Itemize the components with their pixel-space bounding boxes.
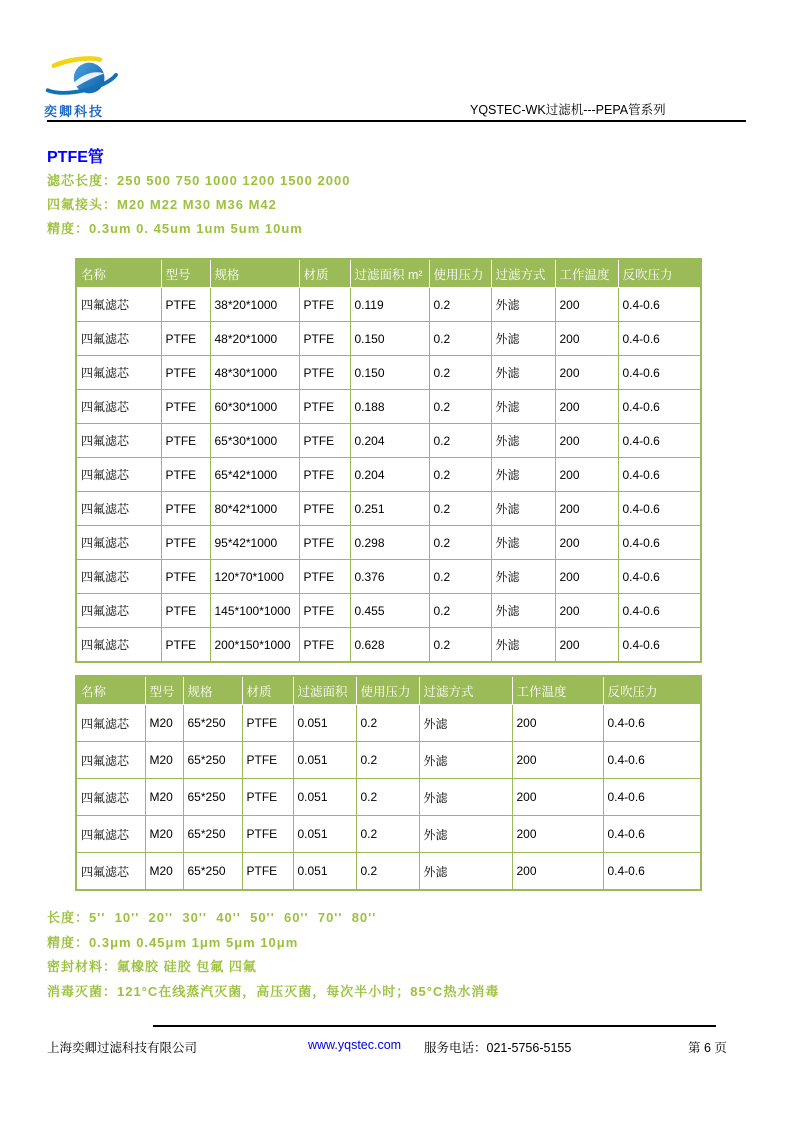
column-header: 工作温度 xyxy=(512,676,603,705)
column-header: 反吹压力 xyxy=(618,259,701,288)
table-cell: 外滤 xyxy=(491,594,555,628)
table-row xyxy=(76,458,701,492)
table-cell: 四氟滤芯 xyxy=(76,779,145,816)
table-row xyxy=(76,560,701,594)
table-cell: 200 xyxy=(555,492,618,526)
table-cell: 95*42*1000 xyxy=(210,526,299,560)
footer-company-name: 上海奕卿过滤科技有限公司 xyxy=(47,1041,198,1055)
table-cell: 四氟滤芯 xyxy=(76,492,161,526)
table-row xyxy=(76,390,701,424)
table-cell: PTFE xyxy=(161,288,210,322)
table-cell: 0.051 xyxy=(293,816,356,853)
table-cell: 0.4-0.6 xyxy=(618,594,701,628)
table-cell: 0.2 xyxy=(356,779,419,816)
table-cell: 65*250 xyxy=(183,816,242,853)
table-cell: 0.4-0.6 xyxy=(603,705,701,742)
table-row xyxy=(76,594,701,628)
table-cell: M20 xyxy=(145,853,183,891)
table-cell: 200 xyxy=(555,560,618,594)
logo-text: 奕卿科技 xyxy=(44,104,105,119)
table-cell: 0.4-0.6 xyxy=(618,526,701,560)
table-header-row xyxy=(76,259,701,288)
table-cell: 外滤 xyxy=(491,628,555,663)
table-cell: 0.051 xyxy=(293,779,356,816)
column-header: 材质 xyxy=(242,676,293,705)
table-cell: M20 xyxy=(145,742,183,779)
table-cell: 0.2 xyxy=(429,356,491,390)
column-header: 名称 xyxy=(76,676,145,705)
table-cell: 200 xyxy=(512,779,603,816)
table-cell: 0.2 xyxy=(429,560,491,594)
table-cell: 200 xyxy=(555,458,618,492)
table-row xyxy=(76,742,701,779)
table-cell: 外滤 xyxy=(491,492,555,526)
column-header: 名称 xyxy=(76,259,161,288)
table-cell: PTFE xyxy=(242,779,293,816)
table-cell: 四氟滤芯 xyxy=(76,560,161,594)
table-cell: 四氟滤芯 xyxy=(76,288,161,322)
table-cell: 0.2 xyxy=(429,458,491,492)
table-cell: 0.2 xyxy=(429,492,491,526)
table-cell: PTFE xyxy=(161,628,210,663)
table-cell: 0.4-0.6 xyxy=(618,458,701,492)
column-header: 型号 xyxy=(161,259,210,288)
table-cell: 0.4-0.6 xyxy=(618,356,701,390)
note-line: 精度：0.3μm 0.45μm 1μm 5μm 10μm xyxy=(47,934,299,950)
column-header: 型号 xyxy=(145,676,183,705)
table-cell: PTFE xyxy=(161,492,210,526)
table-cell: 0.4-0.6 xyxy=(618,288,701,322)
table-cell: 0.4-0.6 xyxy=(618,322,701,356)
table-cell: 0.204 xyxy=(350,424,429,458)
table-cell: 外滤 xyxy=(491,424,555,458)
table-row xyxy=(76,853,701,891)
table-cell: PTFE xyxy=(299,526,350,560)
table-cell: 200 xyxy=(512,816,603,853)
table-cell: 0.376 xyxy=(350,560,429,594)
table-cell: 0.2 xyxy=(356,853,419,891)
table-cell: 200 xyxy=(512,742,603,779)
column-header: 过滤方式 xyxy=(419,676,512,705)
table-cell: 0.251 xyxy=(350,492,429,526)
table-cell: 0.4-0.6 xyxy=(603,779,701,816)
spec-intro-lines xyxy=(47,169,350,241)
ptfe-cartridge-spec-table xyxy=(75,675,702,891)
table-cell: 65*250 xyxy=(183,853,242,891)
table-cell: 外滤 xyxy=(419,742,512,779)
table-row xyxy=(76,705,701,742)
table-cell: 0.2 xyxy=(356,816,419,853)
table-cell: 外滤 xyxy=(419,779,512,816)
table-row xyxy=(76,492,701,526)
table-cell: 0.2 xyxy=(429,288,491,322)
table-cell: 0.4-0.6 xyxy=(603,816,701,853)
table-cell: PTFE xyxy=(299,560,350,594)
column-header: 过滤面积 m² xyxy=(350,259,429,288)
page-title: PTFE管 xyxy=(47,149,104,166)
table-cell: 0.4-0.6 xyxy=(618,560,701,594)
table-cell: 200 xyxy=(555,424,618,458)
note-line: 密封材料：氟橡胶 硅胶 包氟 四氟 xyxy=(47,959,257,974)
table-cell: PTFE xyxy=(161,322,210,356)
note-line: 长度：5'' 10'' 20'' 30'' 40'' 50'' 60'' 70'' 80'' xyxy=(47,910,377,925)
header-divider xyxy=(47,120,746,122)
table-cell: 0.2 xyxy=(429,526,491,560)
table-cell: PTFE xyxy=(299,594,350,628)
table-cell: 外滤 xyxy=(491,390,555,424)
table-cell: 四氟滤芯 xyxy=(76,853,145,891)
column-header: 使用压力 xyxy=(429,259,491,288)
table-cell: 0.4-0.6 xyxy=(603,853,701,891)
table-cell: M20 xyxy=(145,816,183,853)
table-header-row xyxy=(76,676,701,705)
table-row xyxy=(76,526,701,560)
table-cell: 四氟滤芯 xyxy=(76,458,161,492)
table-cell: 0.628 xyxy=(350,628,429,663)
table-cell: 0.051 xyxy=(293,742,356,779)
table-cell: 0.204 xyxy=(350,458,429,492)
table-cell: 200 xyxy=(555,526,618,560)
table-cell: 200 xyxy=(555,288,618,322)
table-cell: PTFE xyxy=(299,424,350,458)
footer-page-number: 第 6 页 xyxy=(688,1041,727,1055)
table-cell: 四氟滤芯 xyxy=(76,424,161,458)
spec-line: 精度：0.3um 0. 45um 1um 5um 10um xyxy=(47,221,303,236)
table-cell: 60*30*1000 xyxy=(210,390,299,424)
table-cell: 四氟滤芯 xyxy=(76,594,161,628)
table-cell: 外滤 xyxy=(491,458,555,492)
table-row xyxy=(76,288,701,322)
ptfe-tube-spec-table xyxy=(75,258,702,663)
table-cell: PTFE xyxy=(299,288,350,322)
table-cell: 200 xyxy=(512,853,603,891)
table-cell: PTFE xyxy=(299,356,350,390)
table-cell: 0.2 xyxy=(356,742,419,779)
table-cell: 0.051 xyxy=(293,853,356,891)
table-cell: PTFE xyxy=(299,390,350,424)
table-cell: 48*20*1000 xyxy=(210,322,299,356)
table-cell: 0.2 xyxy=(429,390,491,424)
table-row xyxy=(76,322,701,356)
table-cell: 0.2 xyxy=(429,322,491,356)
table-cell: 外滤 xyxy=(491,560,555,594)
table-cell: PTFE xyxy=(299,458,350,492)
table-cell: PTFE xyxy=(161,356,210,390)
table-row xyxy=(76,628,701,663)
column-header: 规格 xyxy=(183,676,242,705)
table-cell: 外滤 xyxy=(491,526,555,560)
table-cell: 外滤 xyxy=(491,288,555,322)
table-cell: 38*20*1000 xyxy=(210,288,299,322)
table-cell: 0.2 xyxy=(429,594,491,628)
column-header: 过滤面积 xyxy=(293,676,356,705)
table-cell: 0.4-0.6 xyxy=(618,390,701,424)
table-cell: 四氟滤芯 xyxy=(76,742,145,779)
table-cell: 0.4-0.6 xyxy=(603,742,701,779)
table-cell: 200 xyxy=(555,356,618,390)
table-cell: 200*150*1000 xyxy=(210,628,299,663)
spec-notes xyxy=(47,906,499,1004)
table-cell: 0.4-0.6 xyxy=(618,492,701,526)
table-cell: 0.119 xyxy=(350,288,429,322)
table-row xyxy=(76,779,701,816)
table-cell: 200 xyxy=(555,322,618,356)
table-cell: 四氟滤芯 xyxy=(76,322,161,356)
table-cell: 四氟滤芯 xyxy=(76,816,145,853)
column-header: 材质 xyxy=(299,259,350,288)
table-cell: 200 xyxy=(555,628,618,663)
table-cell: 0.150 xyxy=(350,322,429,356)
table-cell: M20 xyxy=(145,779,183,816)
table-cell: PTFE xyxy=(161,526,210,560)
table-cell: 外滤 xyxy=(419,705,512,742)
table-cell: 0.455 xyxy=(350,594,429,628)
table-cell: 0.051 xyxy=(293,705,356,742)
table-cell: 145*100*1000 xyxy=(210,594,299,628)
table-cell: M20 xyxy=(145,705,183,742)
table-cell: 120*70*1000 xyxy=(210,560,299,594)
table-row xyxy=(76,816,701,853)
footer-website-link[interactable]: www.yqstec.com xyxy=(308,1038,402,1052)
table-cell: PTFE xyxy=(242,853,293,891)
table-cell: 0.2 xyxy=(429,424,491,458)
document-series-title: YQSTEC-WK过滤机---PEPA管系列 xyxy=(470,103,666,117)
table-cell: 0.4-0.6 xyxy=(618,628,701,663)
table-cell: 200 xyxy=(555,390,618,424)
table-cell: 200 xyxy=(555,594,618,628)
table-cell: PTFE xyxy=(299,492,350,526)
table-row xyxy=(76,356,701,390)
table-cell: 0.188 xyxy=(350,390,429,424)
table-cell: 四氟滤芯 xyxy=(76,628,161,663)
table-cell: PTFE xyxy=(242,742,293,779)
table-cell: PTFE xyxy=(299,322,350,356)
table-cell: 200 xyxy=(512,705,603,742)
company-logo xyxy=(44,55,164,120)
footer-divider xyxy=(153,1025,716,1027)
column-header: 规格 xyxy=(210,259,299,288)
table-cell: 四氟滤芯 xyxy=(76,390,161,424)
table-cell: 外滤 xyxy=(491,322,555,356)
footer-service-phone: 服务电话：021-5756-5155 xyxy=(424,1041,572,1055)
table-cell: 0.298 xyxy=(350,526,429,560)
table-cell: 0.2 xyxy=(356,705,419,742)
table-cell: PTFE xyxy=(161,594,210,628)
column-header: 使用压力 xyxy=(356,676,419,705)
table-cell: 外滤 xyxy=(491,356,555,390)
table-cell: 65*250 xyxy=(183,705,242,742)
table-cell: 0.2 xyxy=(429,628,491,663)
column-header: 过滤方式 xyxy=(491,259,555,288)
table-cell: PTFE xyxy=(299,628,350,663)
table-cell: 四氟滤芯 xyxy=(76,356,161,390)
table-cell: 四氟滤芯 xyxy=(76,705,145,742)
table-cell: 65*42*1000 xyxy=(210,458,299,492)
table-cell: 0.150 xyxy=(350,356,429,390)
table-cell: 0.4-0.6 xyxy=(618,424,701,458)
spec-line: 滤芯长度：250 500 750 1000 1200 1500 2000 xyxy=(47,173,351,188)
column-header: 工作温度 xyxy=(555,259,618,288)
table-cell: PTFE xyxy=(242,705,293,742)
table-cell: 四氟滤芯 xyxy=(76,526,161,560)
column-header: 反吹压力 xyxy=(603,676,701,705)
table-cell: 65*250 xyxy=(183,779,242,816)
table-cell: PTFE xyxy=(161,424,210,458)
table-row xyxy=(76,424,701,458)
table-cell: 外滤 xyxy=(419,816,512,853)
globe-logo-icon xyxy=(44,55,122,101)
table-cell: PTFE xyxy=(161,458,210,492)
table-cell: 48*30*1000 xyxy=(210,356,299,390)
spec-line: 四氟接头：M20 M22 M30 M36 M42 xyxy=(47,197,277,212)
table-cell: PTFE xyxy=(242,816,293,853)
table-cell: PTFE xyxy=(161,390,210,424)
table-cell: PTFE xyxy=(161,560,210,594)
table-cell: 80*42*1000 xyxy=(210,492,299,526)
table-cell: 65*30*1000 xyxy=(210,424,299,458)
table-cell: 外滤 xyxy=(419,853,512,891)
note-line: 消毒灭菌：121°C在线蒸汽灭菌，高压灭菌，每次半小时；85°C热水消毒 xyxy=(47,983,500,999)
table-cell: 65*250 xyxy=(183,742,242,779)
